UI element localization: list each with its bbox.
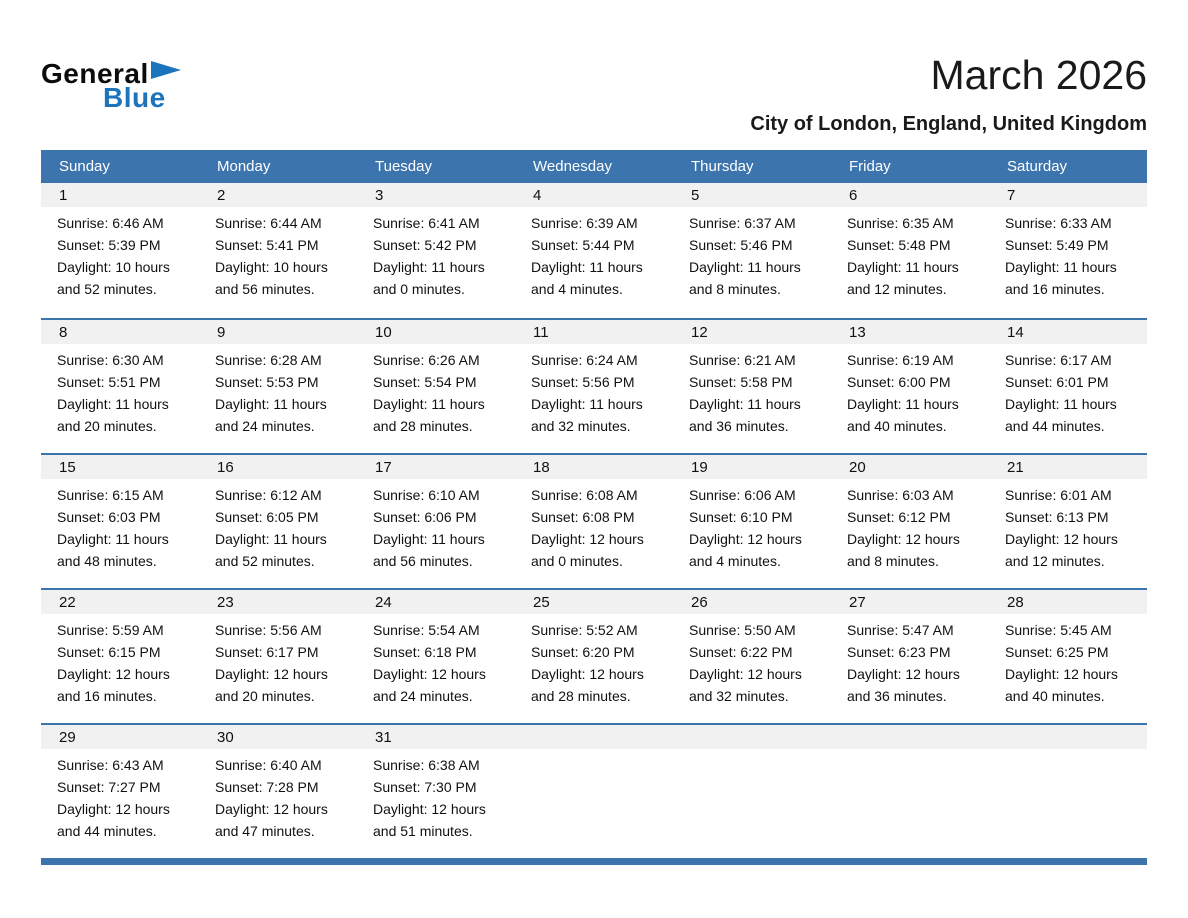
day-number: 24 bbox=[357, 590, 515, 614]
day-details bbox=[41, 614, 199, 707]
daylight-text: Daylight: 12 hours bbox=[1005, 531, 1118, 548]
daylight-text: and 20 minutes. bbox=[215, 688, 315, 705]
day-details bbox=[831, 479, 989, 572]
daylight-text: and 40 minutes. bbox=[1005, 688, 1105, 705]
daylight-text: Daylight: 11 hours bbox=[57, 531, 169, 548]
calendar-day-cell bbox=[989, 183, 1147, 318]
day-details bbox=[831, 614, 989, 707]
calendar-day-cell bbox=[41, 590, 199, 723]
day-number: 9 bbox=[199, 320, 357, 344]
sunset-text: Sunset: 6:22 PM bbox=[689, 644, 793, 661]
sunrise-text: Sunrise: 6:38 AM bbox=[373, 757, 480, 774]
sunrise-text: Sunrise: 6:26 AM bbox=[373, 352, 480, 369]
day-number: 5 bbox=[673, 183, 831, 207]
daylight-text: Daylight: 11 hours bbox=[689, 396, 801, 413]
sunrise-text: Sunrise: 6:43 AM bbox=[57, 757, 164, 774]
sunrise-text: Sunrise: 6:21 AM bbox=[689, 352, 796, 369]
calendar-day-cell bbox=[831, 590, 989, 723]
day-details bbox=[357, 344, 515, 437]
sunset-text: Sunset: 5:46 PM bbox=[689, 237, 793, 254]
sunrise-text: Sunrise: 6:19 AM bbox=[847, 352, 954, 369]
page-title: March 2026 bbox=[930, 52, 1147, 98]
daylight-text: and 56 minutes. bbox=[215, 281, 315, 298]
sunset-text: Sunset: 6:05 PM bbox=[215, 509, 319, 526]
day-number: 14 bbox=[989, 320, 1147, 344]
day-details bbox=[41, 749, 199, 842]
week-row bbox=[41, 318, 1147, 453]
sunrise-text: Sunrise: 6:24 AM bbox=[531, 352, 638, 369]
page-subtitle: City of London, England, United Kingdom bbox=[750, 113, 1147, 136]
day-details bbox=[199, 614, 357, 707]
sunset-text: Sunset: 6:23 PM bbox=[847, 644, 951, 661]
day-details bbox=[357, 614, 515, 707]
page-header bbox=[41, 0, 1147, 136]
day-details bbox=[515, 207, 673, 300]
week-row bbox=[41, 723, 1147, 858]
sunrise-text: Sunrise: 6:17 AM bbox=[1005, 352, 1112, 369]
day-number: 7 bbox=[989, 183, 1147, 207]
sunrise-text: Sunrise: 6:37 AM bbox=[689, 215, 796, 232]
sunset-text: Sunset: 6:18 PM bbox=[373, 644, 477, 661]
calendar-empty-cell bbox=[989, 725, 1147, 858]
day-number: 10 bbox=[357, 320, 515, 344]
calendar-empty-cell bbox=[515, 725, 673, 858]
daylight-text: Daylight: 11 hours bbox=[531, 259, 643, 276]
sunset-text: Sunset: 5:44 PM bbox=[531, 237, 635, 254]
day-number: 19 bbox=[673, 455, 831, 479]
day-details bbox=[989, 207, 1147, 300]
day-number: 26 bbox=[673, 590, 831, 614]
sunrise-text: Sunrise: 6:30 AM bbox=[57, 352, 164, 369]
daylight-text: and 0 minutes. bbox=[373, 281, 465, 298]
sunset-text: Sunset: 5:39 PM bbox=[57, 237, 161, 254]
sunrise-text: Sunrise: 6:01 AM bbox=[1005, 487, 1112, 504]
calendar-day-cell bbox=[41, 320, 199, 453]
daylight-text: Daylight: 12 hours bbox=[689, 666, 802, 683]
calendar-day-cell bbox=[515, 183, 673, 318]
daylight-text: Daylight: 12 hours bbox=[215, 801, 328, 818]
sunset-text: Sunset: 6:17 PM bbox=[215, 644, 319, 661]
day-details bbox=[989, 479, 1147, 572]
daylight-text: and 16 minutes. bbox=[57, 688, 157, 705]
daylight-text: and 12 minutes. bbox=[847, 281, 947, 298]
sunrise-text: Sunrise: 6:12 AM bbox=[215, 487, 322, 504]
sunset-text: Sunset: 5:49 PM bbox=[1005, 237, 1109, 254]
day-number bbox=[989, 725, 1147, 749]
sunset-text: Sunset: 7:27 PM bbox=[57, 779, 161, 796]
day-number: 21 bbox=[989, 455, 1147, 479]
day-details bbox=[41, 344, 199, 437]
calendar-day-cell bbox=[199, 455, 357, 588]
sunset-text: Sunset: 6:08 PM bbox=[531, 509, 635, 526]
sunset-text: Sunset: 6:15 PM bbox=[57, 644, 161, 661]
daylight-text: Daylight: 11 hours bbox=[847, 396, 959, 413]
day-details bbox=[199, 344, 357, 437]
day-details bbox=[673, 344, 831, 437]
day-number: 30 bbox=[199, 725, 357, 749]
daylight-text: Daylight: 12 hours bbox=[847, 531, 960, 548]
daylight-text: Daylight: 12 hours bbox=[1005, 666, 1118, 683]
daylight-text: and 52 minutes. bbox=[57, 281, 157, 298]
day-number: 27 bbox=[831, 590, 989, 614]
daylight-text: and 4 minutes. bbox=[689, 553, 781, 570]
daylight-text: and 44 minutes. bbox=[57, 823, 157, 840]
calendar-day-cell bbox=[357, 183, 515, 318]
weekday-friday: Friday bbox=[849, 158, 891, 176]
sunset-text: Sunset: 6:03 PM bbox=[57, 509, 161, 526]
daylight-text: and 12 minutes. bbox=[1005, 553, 1105, 570]
sunrise-text: Sunrise: 6:28 AM bbox=[215, 352, 322, 369]
day-details bbox=[515, 344, 673, 437]
daylight-text: Daylight: 12 hours bbox=[373, 666, 486, 683]
calendar-day-cell bbox=[357, 320, 515, 453]
calendar-day-cell bbox=[673, 183, 831, 318]
calendar-day-cell bbox=[357, 725, 515, 858]
weekday-tuesday: Tuesday bbox=[375, 158, 432, 176]
sunrise-text: Sunrise: 6:08 AM bbox=[531, 487, 638, 504]
sunset-text: Sunset: 6:00 PM bbox=[847, 374, 951, 391]
daylight-text: and 51 minutes. bbox=[373, 823, 473, 840]
daylight-text: Daylight: 11 hours bbox=[531, 396, 643, 413]
sunrise-text: Sunrise: 6:15 AM bbox=[57, 487, 164, 504]
daylight-text: and 24 minutes. bbox=[215, 418, 315, 435]
day-details bbox=[831, 207, 989, 300]
daylight-text: Daylight: 11 hours bbox=[215, 531, 327, 548]
calendar bbox=[41, 150, 1147, 865]
day-number: 28 bbox=[989, 590, 1147, 614]
sunset-text: Sunset: 5:51 PM bbox=[57, 374, 161, 391]
week-row bbox=[41, 453, 1147, 588]
daylight-text: Daylight: 11 hours bbox=[689, 259, 801, 276]
sunrise-text: Sunrise: 6:41 AM bbox=[373, 215, 480, 232]
calendar-day-cell bbox=[989, 590, 1147, 723]
daylight-text: and 56 minutes. bbox=[373, 553, 473, 570]
calendar-day-cell bbox=[199, 725, 357, 858]
daylight-text: Daylight: 11 hours bbox=[215, 396, 327, 413]
daylight-text: and 28 minutes. bbox=[531, 688, 631, 705]
day-details bbox=[199, 207, 357, 300]
day-details bbox=[515, 479, 673, 572]
sunrise-text: Sunrise: 6:39 AM bbox=[531, 215, 638, 232]
day-number: 16 bbox=[199, 455, 357, 479]
sunset-text: Sunset: 6:25 PM bbox=[1005, 644, 1109, 661]
daylight-text: Daylight: 11 hours bbox=[373, 396, 485, 413]
general-blue-logo bbox=[41, 52, 181, 112]
daylight-text: and 36 minutes. bbox=[689, 418, 789, 435]
sunset-text: Sunset: 7:30 PM bbox=[373, 779, 477, 796]
calendar-day-cell bbox=[673, 455, 831, 588]
calendar-day-cell bbox=[199, 183, 357, 318]
daylight-text: Daylight: 10 hours bbox=[215, 259, 328, 276]
calendar-empty-cell bbox=[831, 725, 989, 858]
daylight-text: and 8 minutes. bbox=[689, 281, 781, 298]
calendar-day-cell bbox=[41, 725, 199, 858]
day-details bbox=[673, 479, 831, 572]
day-number: 1 bbox=[41, 183, 199, 207]
day-number: 12 bbox=[673, 320, 831, 344]
day-details bbox=[989, 614, 1147, 707]
sunset-text: Sunset: 5:56 PM bbox=[531, 374, 635, 391]
calendar-day-cell bbox=[41, 183, 199, 318]
logo-blue-label: Blue bbox=[103, 82, 166, 113]
calendar-empty-cell bbox=[673, 725, 831, 858]
daylight-text: and 47 minutes. bbox=[215, 823, 315, 840]
daylight-text: Daylight: 12 hours bbox=[215, 666, 328, 683]
daylight-text: and 8 minutes. bbox=[847, 553, 939, 570]
sunrise-text: Sunrise: 5:56 AM bbox=[215, 622, 322, 639]
sunrise-text: Sunrise: 5:50 AM bbox=[689, 622, 796, 639]
sunrise-text: Sunrise: 5:45 AM bbox=[1005, 622, 1112, 639]
day-number: 6 bbox=[831, 183, 989, 207]
daylight-text: and 48 minutes. bbox=[57, 553, 157, 570]
daylight-text: and 28 minutes. bbox=[373, 418, 473, 435]
day-number: 2 bbox=[199, 183, 357, 207]
daylight-text: Daylight: 12 hours bbox=[57, 801, 170, 818]
sunrise-text: Sunrise: 6:46 AM bbox=[57, 215, 164, 232]
calendar-day-cell bbox=[515, 455, 673, 588]
weekday-thursday: Thursday bbox=[691, 158, 754, 176]
day-number: 18 bbox=[515, 455, 673, 479]
day-details bbox=[673, 207, 831, 300]
daylight-text: Daylight: 12 hours bbox=[847, 666, 960, 683]
day-number: 3 bbox=[357, 183, 515, 207]
week-row bbox=[41, 588, 1147, 723]
calendar-day-cell bbox=[41, 455, 199, 588]
day-number: 23 bbox=[199, 590, 357, 614]
title-block bbox=[750, 52, 1147, 136]
daylight-text: Daylight: 12 hours bbox=[57, 666, 170, 683]
day-number: 4 bbox=[515, 183, 673, 207]
daylight-text: Daylight: 11 hours bbox=[847, 259, 959, 276]
weekday-header-row bbox=[41, 150, 1147, 183]
day-details bbox=[673, 614, 831, 707]
daylight-text: Daylight: 11 hours bbox=[1005, 259, 1117, 276]
day-details bbox=[199, 749, 357, 842]
week-row bbox=[41, 183, 1147, 318]
daylight-text: and 0 minutes. bbox=[531, 553, 623, 570]
daylight-text: Daylight: 11 hours bbox=[373, 259, 485, 276]
weekday-saturday: Saturday bbox=[1007, 158, 1068, 176]
day-number: 20 bbox=[831, 455, 989, 479]
sunrise-text: Sunrise: 6:03 AM bbox=[847, 487, 954, 504]
daylight-text: and 4 minutes. bbox=[531, 281, 623, 298]
calendar-day-cell bbox=[357, 455, 515, 588]
day-details bbox=[357, 749, 515, 842]
day-details bbox=[199, 479, 357, 572]
day-number bbox=[831, 725, 989, 749]
day-details bbox=[41, 479, 199, 572]
calendar-day-cell bbox=[199, 590, 357, 723]
day-number bbox=[515, 725, 673, 749]
day-number: 31 bbox=[357, 725, 515, 749]
sunrise-text: Sunrise: 5:54 AM bbox=[373, 622, 480, 639]
sunrise-text: Sunrise: 6:40 AM bbox=[215, 757, 322, 774]
daylight-text: and 32 minutes. bbox=[531, 418, 631, 435]
weekday-sunday: Sunday bbox=[59, 158, 110, 176]
sunset-text: Sunset: 7:28 PM bbox=[215, 779, 319, 796]
day-number: 29 bbox=[41, 725, 199, 749]
calendar-day-cell bbox=[831, 183, 989, 318]
sunrise-text: Sunrise: 6:33 AM bbox=[1005, 215, 1112, 232]
day-number: 25 bbox=[515, 590, 673, 614]
calendar-day-cell bbox=[515, 320, 673, 453]
daylight-text: Daylight: 11 hours bbox=[1005, 396, 1117, 413]
day-number bbox=[673, 725, 831, 749]
sunrise-text: Sunrise: 5:59 AM bbox=[57, 622, 164, 639]
day-number: 11 bbox=[515, 320, 673, 344]
day-details bbox=[831, 344, 989, 437]
sunset-text: Sunset: 5:53 PM bbox=[215, 374, 319, 391]
sunset-text: Sunset: 6:06 PM bbox=[373, 509, 477, 526]
sunset-text: Sunset: 5:54 PM bbox=[373, 374, 477, 391]
sunset-text: Sunset: 6:01 PM bbox=[1005, 374, 1109, 391]
daylight-text: and 32 minutes. bbox=[689, 688, 789, 705]
sunrise-text: Sunrise: 6:44 AM bbox=[215, 215, 322, 232]
calendar-day-cell bbox=[831, 320, 989, 453]
daylight-text: and 40 minutes. bbox=[847, 418, 947, 435]
day-details bbox=[989, 344, 1147, 437]
sunset-text: Sunset: 6:13 PM bbox=[1005, 509, 1109, 526]
daylight-text: and 52 minutes. bbox=[215, 553, 315, 570]
day-number: 8 bbox=[41, 320, 199, 344]
sunrise-text: Sunrise: 5:52 AM bbox=[531, 622, 638, 639]
weekday-monday: Monday bbox=[217, 158, 271, 176]
day-details bbox=[515, 614, 673, 707]
daylight-text: Daylight: 11 hours bbox=[57, 396, 169, 413]
calendar-day-cell bbox=[357, 590, 515, 723]
calendar-day-cell bbox=[989, 320, 1147, 453]
calendar-day-cell bbox=[199, 320, 357, 453]
sunset-text: Sunset: 5:48 PM bbox=[847, 237, 951, 254]
sunrise-text: Sunrise: 5:47 AM bbox=[847, 622, 954, 639]
sunrise-text: Sunrise: 6:35 AM bbox=[847, 215, 954, 232]
sunset-text: Sunset: 5:41 PM bbox=[215, 237, 319, 254]
daylight-text: and 24 minutes. bbox=[373, 688, 473, 705]
sunrise-text: Sunrise: 6:10 AM bbox=[373, 487, 480, 504]
day-details bbox=[357, 207, 515, 300]
day-number: 13 bbox=[831, 320, 989, 344]
day-number: 22 bbox=[41, 590, 199, 614]
daylight-text: Daylight: 10 hours bbox=[57, 259, 170, 276]
calendar-day-cell bbox=[989, 455, 1147, 588]
calendar-day-cell bbox=[673, 590, 831, 723]
calendar-day-cell bbox=[831, 455, 989, 588]
day-number: 15 bbox=[41, 455, 199, 479]
daylight-text: Daylight: 12 hours bbox=[531, 666, 644, 683]
daylight-text: Daylight: 12 hours bbox=[689, 531, 802, 548]
daylight-text: and 44 minutes. bbox=[1005, 418, 1105, 435]
calendar-grid bbox=[41, 183, 1147, 858]
daylight-text: and 36 minutes. bbox=[847, 688, 947, 705]
daylight-text: and 16 minutes. bbox=[1005, 281, 1105, 298]
calendar-day-cell bbox=[673, 320, 831, 453]
sunset-text: Sunset: 6:20 PM bbox=[531, 644, 635, 661]
sunset-text: Sunset: 5:58 PM bbox=[689, 374, 793, 391]
sunset-text: Sunset: 6:10 PM bbox=[689, 509, 793, 526]
sunrise-text: Sunrise: 6:06 AM bbox=[689, 487, 796, 504]
calendar-bottom-bar bbox=[41, 858, 1147, 865]
weekday-wednesday: Wednesday bbox=[533, 158, 612, 176]
sunset-text: Sunset: 5:42 PM bbox=[373, 237, 477, 254]
calendar-day-cell bbox=[515, 590, 673, 723]
daylight-text: Daylight: 12 hours bbox=[373, 801, 486, 818]
day-number: 17 bbox=[357, 455, 515, 479]
daylight-text: and 20 minutes. bbox=[57, 418, 157, 435]
sunset-text: Sunset: 6:12 PM bbox=[847, 509, 951, 526]
daylight-text: Daylight: 12 hours bbox=[531, 531, 644, 548]
day-details bbox=[41, 207, 199, 300]
day-details bbox=[357, 479, 515, 572]
logo-general-label: General bbox=[41, 58, 149, 89]
daylight-text: Daylight: 11 hours bbox=[373, 531, 485, 548]
